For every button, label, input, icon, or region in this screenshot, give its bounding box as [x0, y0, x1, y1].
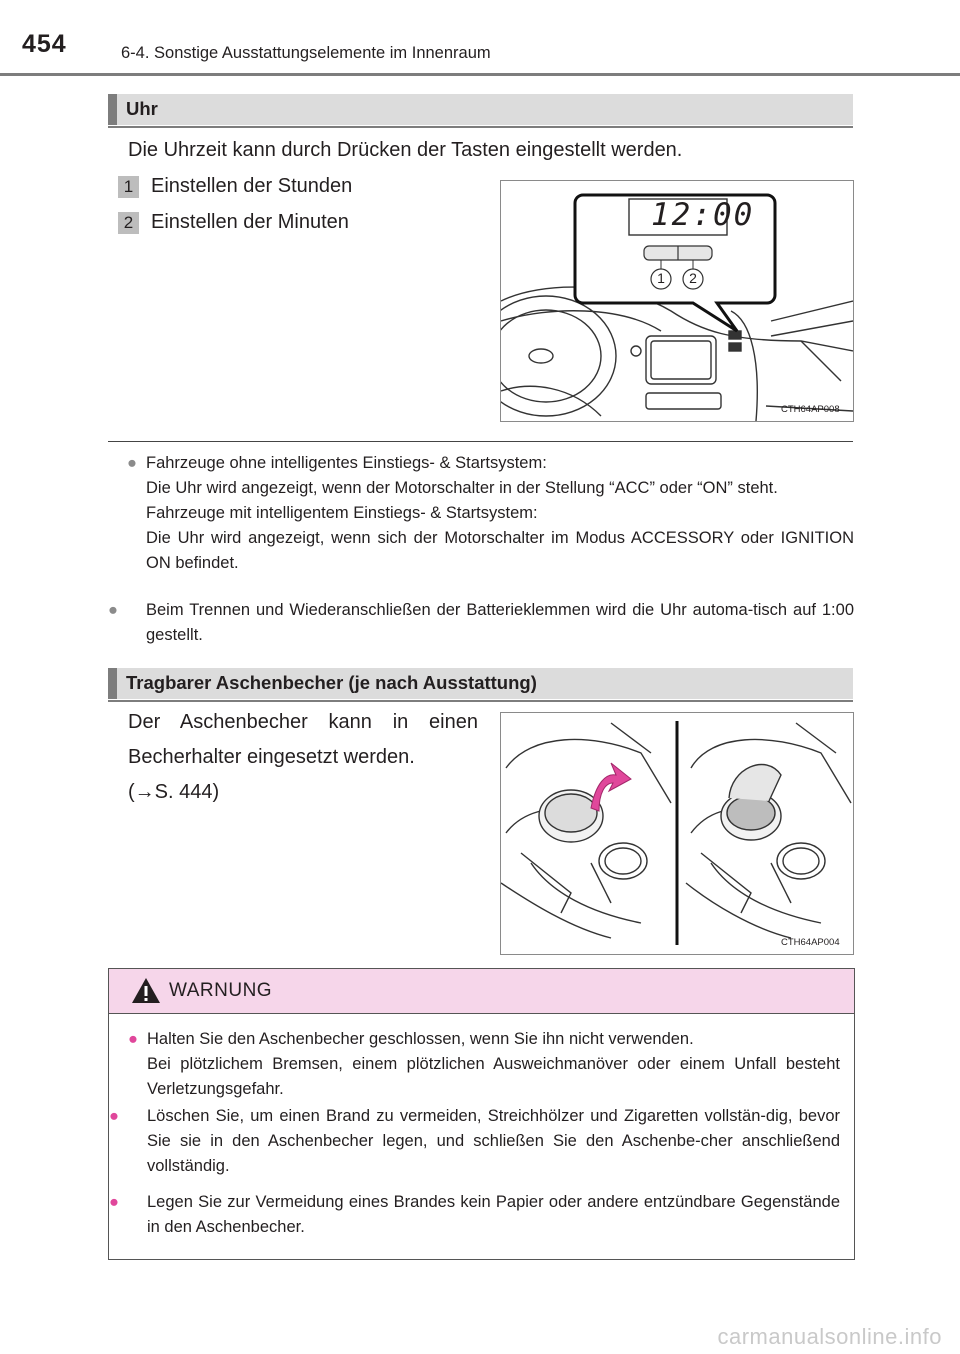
- section-header-clock: [108, 94, 853, 125]
- note-display-conditions: [127, 451, 854, 576]
- header-rule: [0, 73, 960, 76]
- warning-item-1: [128, 1027, 840, 1102]
- warning-bullet-icon: ●: [128, 1030, 138, 1048]
- section-header-ashtray: [108, 668, 853, 699]
- warning-bullet-icon: ●: [109, 1107, 119, 1125]
- figure-callout-1: 1: [657, 270, 665, 286]
- warning-text-4: Legen Sie zur Vermeidung eines Brandes kein Papier oder andere entzündbare Gegenstände in den Aschenbecher.: [147, 1193, 840, 1236]
- section-underline: [108, 126, 853, 128]
- figure-caption-clock: CTH64AP008: [781, 404, 840, 415]
- ashtray-text-line-1: Der Aschenbecher kann in einen: [128, 711, 478, 733]
- section-accent: [108, 668, 117, 699]
- section-accent: [108, 94, 117, 125]
- step-label-2: Einstellen der Minuten: [151, 211, 349, 233]
- section-title-clock: Uhr: [126, 98, 158, 119]
- note-1-line-4: Die Uhr wird angezeigt, wenn sich der Motorschalter im Modus ACCESSORY oder IGNITION ON befindet.: [146, 529, 854, 572]
- warning-text-3: Löschen Sie, um einen Brand zu vermeiden, Streichhölzer und Zigaretten vollstän-dig, bevor Sie sie in den Aschenbecher legen, und schließen Sie den Aschenbe-cher anschließend vollständig.: [147, 1107, 840, 1175]
- note-1-line-3: Fahrzeuge mit intelligentem Einstiegs- & Startsystem:: [146, 504, 538, 522]
- divider: [108, 441, 853, 442]
- ashtray-text-line-3: (→S. 444): [128, 781, 220, 803]
- ashtray-illustration: [501, 713, 853, 954]
- ashtray-text: [128, 705, 478, 810]
- ashtray-figure: [500, 712, 854, 955]
- step-label-1: Einstellen der Stunden: [151, 175, 353, 197]
- note-1-line-1: Fahrzeuge ohne intelligentes Einstiegs- & Startsystem:: [146, 454, 547, 472]
- step-1: [118, 169, 352, 204]
- warning-header: [109, 969, 854, 1014]
- note-1-line-2: Die Uhr wird angezeigt, wenn der Motorschalter in der Stellung “ACC” oder “ON” steht.: [146, 479, 778, 497]
- warning-triangle-icon: [131, 977, 161, 1004]
- page-number: 454: [22, 30, 67, 58]
- warning-item-3: [109, 1190, 840, 1240]
- ashtray-text-line-2: Becherhalter eingesetzt werden.: [128, 746, 415, 768]
- step-number-1: 1: [118, 176, 139, 198]
- step-number-2: 2: [118, 212, 139, 234]
- warning-title: WARNUNG: [169, 980, 273, 1001]
- warning-item-2: [109, 1104, 840, 1179]
- bullet-icon: ●: [108, 601, 118, 619]
- clock-display: 12:00: [651, 197, 755, 233]
- warning-box: [108, 968, 855, 1260]
- step-2: [118, 205, 349, 240]
- clock-intro: Die Uhrzeit kann durch Drücken der Tasten eingestellt werden.: [128, 139, 683, 161]
- note-2-line-1: Beim Trennen und Wiederanschließen der Batterieklemmen wird die Uhr automa-tisch auf 1:00 gestellt.: [146, 601, 854, 644]
- note-battery: [108, 598, 854, 648]
- clock-figure: [500, 180, 854, 422]
- warning-text-2: Bei plötzlichem Bremsen, einem plötzlichen Ausweichmanöver oder einem Unfall besteht Verletzungsgefahr.: [147, 1055, 840, 1098]
- section-title-ashtray: Tragbarer Aschenbecher (je nach Ausstattung): [126, 672, 537, 693]
- bullet-icon: ●: [127, 454, 137, 472]
- footer-watermark: carmanualsonline.info: [717, 1324, 942, 1349]
- section-underline: [108, 700, 853, 702]
- figure-caption-ashtray: CTH64AP004: [781, 937, 840, 948]
- warning-bullet-icon: ●: [109, 1193, 119, 1211]
- figure-callout-2: 2: [689, 270, 697, 286]
- chapter-title: 6-4. Sonstige Ausstattungselemente im Innenraum: [121, 44, 491, 62]
- warning-text-1: Halten Sie den Aschenbecher geschlossen, wenn Sie ihn nicht verwenden.: [147, 1030, 694, 1048]
